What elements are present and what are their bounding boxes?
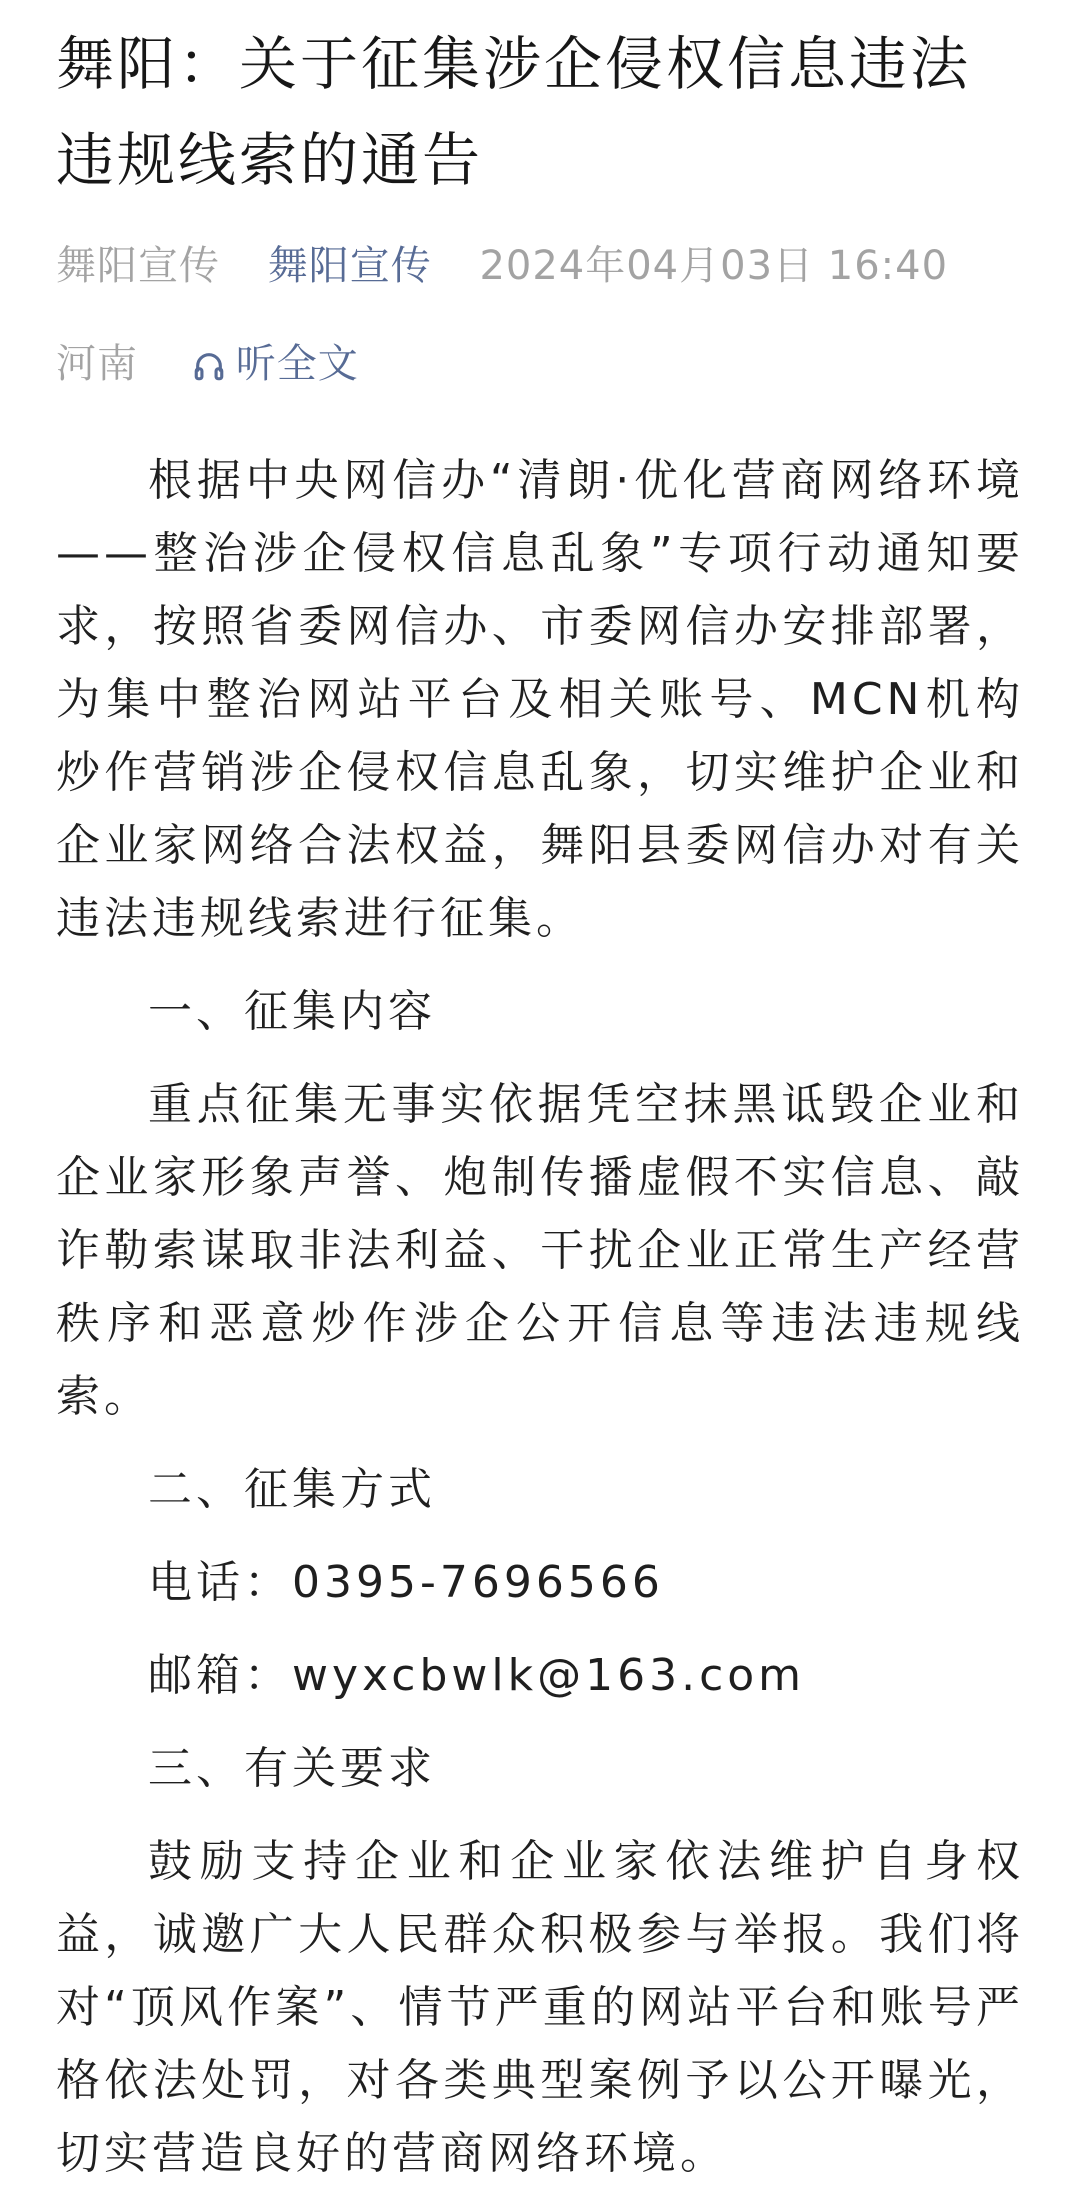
account-name-link[interactable]: 舞阳宣传 — [267, 243, 432, 289]
section-requirements-paragraph: 鼓励支持企业和企业家依法维护自身权益，诚邀广大人民群众积极参与举报。我们将对“顶风作案”、情节严重的网站平台和账号严格依法处罚，对各类典型案例予以公开曝光，切实营造良好的营商网络环境。 — [56, 1836, 1024, 2179]
meta-row-2 — [56, 336, 1024, 392]
article-meta — [56, 238, 1024, 392]
article-title: 舞阳：关于征集涉企侵权信息违法违规线索的通告 — [56, 30, 972, 194]
intro-paragraph: 根据中央网信办“清朗·优化营商网络环境——整治涉企侵权信息乱象”专项行动通知要求，按照省委网信办、市委网信办安排部署，为集中整治网站平台及相关账号、MCN机构炒作营销涉企侵权信息乱象，切实维护企业和企业家网络合法权益，舞阳县委网信办对有关违法违规线索进行征集。 — [56, 455, 1024, 944]
contact-phone: 电话：0395-7696566 — [148, 1557, 664, 1608]
listen-full-button[interactable] — [192, 336, 359, 392]
section-heading-content: 一、征集内容 — [148, 986, 436, 1037]
meta-row-1 — [56, 238, 1024, 294]
article-body — [56, 444, 1024, 2190]
headphones-icon — [192, 349, 226, 383]
contact-email: 邮箱：wyxcbwlk@163.com — [148, 1650, 806, 1701]
section-content-paragraph: 重点征集无事实依据凭空抹黑诋毁企业和企业家形象声誉、炮制传播虚假不实信息、敲诈勒索谋取非法利益、干扰企业正常生产经营秩序和恶意炒作涉企公开信息等违法违规线索。 — [56, 1079, 1024, 1422]
section-heading-method: 二、征集方式 — [148, 1464, 436, 1515]
location-label: 河南 — [56, 341, 138, 387]
section-heading-requirements: 三、有关要求 — [148, 1743, 436, 1794]
publish-datetime: 2024年04月03日 16:40 — [479, 243, 949, 289]
author-name: 舞阳宣传 — [56, 243, 220, 289]
listen-full-label: 听全文 — [235, 341, 359, 387]
